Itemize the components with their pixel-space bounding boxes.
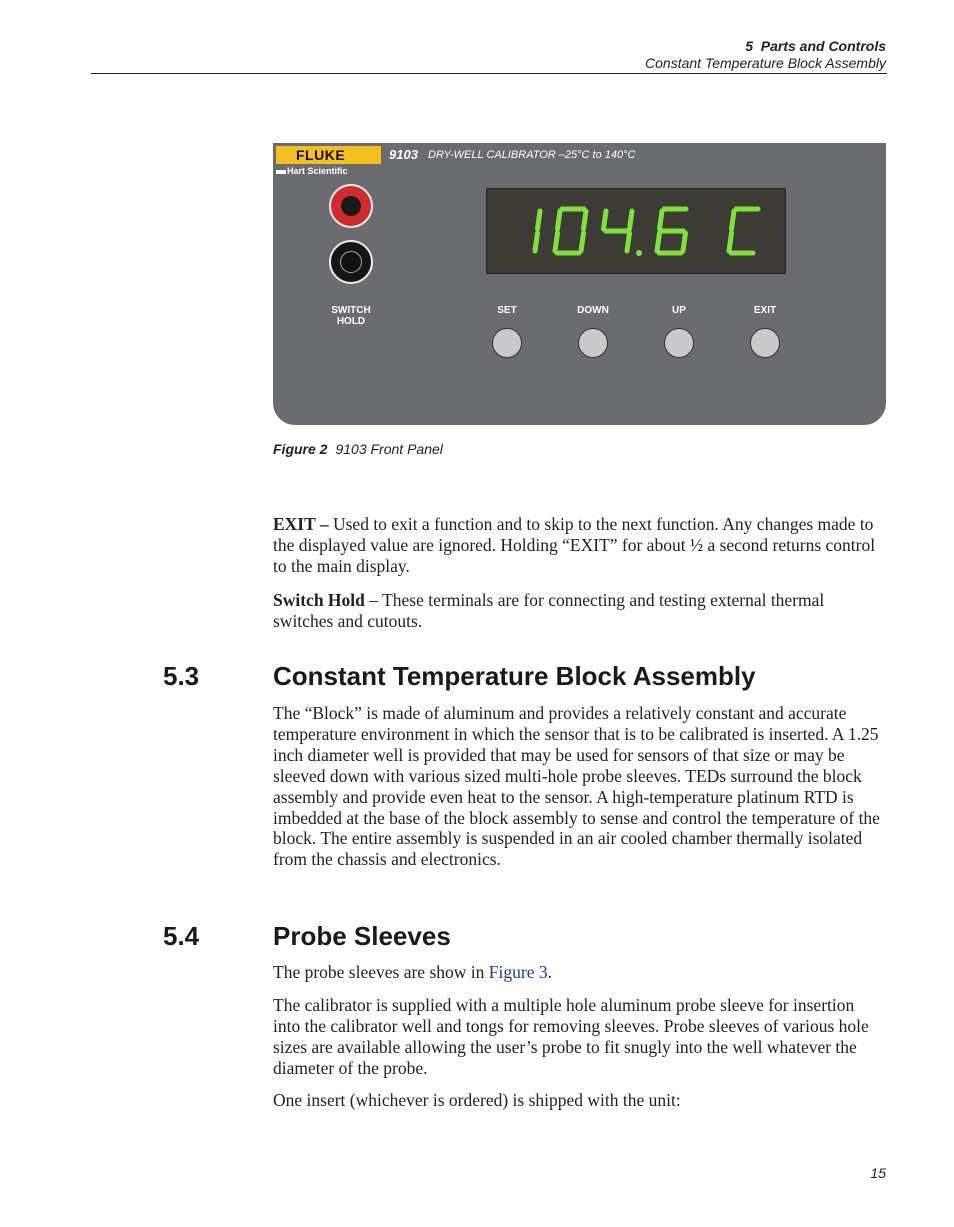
- display-segment: [630, 211, 633, 229]
- set-button: [492, 328, 522, 358]
- section-5-3-number: 5.3: [163, 661, 200, 691]
- page-number: 15: [870, 1165, 886, 1181]
- section-5-4-number: 5.4: [163, 921, 200, 951]
- brand-bar: [276, 146, 381, 164]
- intro-end: .: [547, 962, 552, 982]
- display-segment: [555, 233, 558, 251]
- up-button: [664, 328, 694, 358]
- front-panel-figure: [273, 143, 886, 425]
- display-digits: [487, 189, 787, 275]
- display-segment: [627, 233, 630, 251]
- probe-sleeves-shipping: One insert (whichever is ordered) is shipped with the unit:: [273, 1090, 681, 1110]
- exit-paragraph: [273, 514, 885, 577]
- switch-hold-label: SWITCH HOLD: [331, 305, 371, 327]
- header-rule: [91, 73, 887, 74]
- exit-label: EXIT: [753, 305, 777, 316]
- down-button: [578, 328, 608, 358]
- switch-hold-paragraph: [273, 590, 885, 632]
- section-title: Constant Temperature Block Assembly: [645, 55, 886, 71]
- section-5-3-paragraph: The “Block” is made of aluminum and provides a relatively constant and accurate temperature environment in which the sensor that is to be calibrated is inserted. A 1.25 inch diameter well is provided that may be used for sensors of that size or may be sleeved down with various sized multi-hole probe sleeves. TEDs surround the block assembly and provide even heat to the sensor. A high-temperature platinum RTD is imbedded at the base of the block assembly to sense and control the temperature of the block. The entire assembly is suspended in an air cooled chamber thermally isolated from the chassis and electronics.: [273, 703, 880, 870]
- running-header: [645, 38, 886, 72]
- probe-sleeves-intro: [273, 962, 885, 983]
- figure-caption-text: 9103 Front Panel: [335, 441, 443, 457]
- probe-sleeves-paragraph: The calibrator is supplied with a multiple hole aluminum probe sleeve for insertion into the calibrator well and tongs for removing sleeves. Probe sleeves of various hole sizes are available allowing the user’s probe to fit snugly into the well whatever the diameter of the probe.: [273, 995, 869, 1078]
- display-segment: [657, 233, 660, 251]
- section-5-3-title: Constant Temperature Block Assembly: [273, 661, 756, 691]
- figure-caption: [273, 441, 443, 457]
- display-segment: [729, 233, 732, 251]
- switch-hold-text: – These terminals are for connecting and testing external thermal switches and cutouts.: [273, 590, 825, 631]
- section-5-4-title: Probe Sleeves: [273, 921, 451, 951]
- switch-hold-term: Switch Hold: [273, 590, 365, 610]
- display-segment: [538, 211, 541, 229]
- brand-subtitle: Hart Scientific: [287, 166, 348, 176]
- model-number: 9103: [389, 147, 418, 162]
- brand-sub-bar: [276, 170, 286, 174]
- switch-hold-red-terminal: [329, 184, 373, 228]
- up-label: UP: [672, 305, 686, 316]
- display-segment: [660, 211, 663, 229]
- display-segment: [535, 233, 538, 251]
- display-segment: [581, 233, 584, 251]
- down-label: DOWN: [577, 305, 609, 316]
- display-decimal-point: [636, 250, 642, 256]
- model-description: DRY-WELL CALIBRATOR –25°C to 140°C: [428, 149, 636, 161]
- terminal-hole: [340, 251, 362, 273]
- switch-hold-black-terminal: [329, 240, 373, 284]
- display-segment: [732, 211, 735, 229]
- led-display: [486, 188, 786, 274]
- exit-text: Used to exit a function and to skip to the next function. Any changes made to the displayed value are ignored. Holding “EXIT” for about ½ a second returns control to the main display.: [273, 514, 876, 576]
- intro-text: The probe sleeves are show in: [273, 962, 489, 982]
- display-segment: [558, 211, 561, 229]
- display-segment: [604, 211, 607, 229]
- brand-logo: FLUKE: [296, 147, 346, 163]
- chapter-title: 5 Parts and Controls: [745, 38, 886, 54]
- figure-number: Figure 2: [273, 441, 328, 457]
- terminal-hole: [341, 196, 361, 216]
- display-segment: [584, 211, 587, 229]
- figure-3-link[interactable]: Figure 3: [488, 962, 548, 982]
- display-segment: [683, 233, 686, 251]
- exit-term: EXIT –: [273, 514, 329, 534]
- exit-button: [750, 328, 780, 358]
- set-label: SET: [497, 305, 517, 316]
